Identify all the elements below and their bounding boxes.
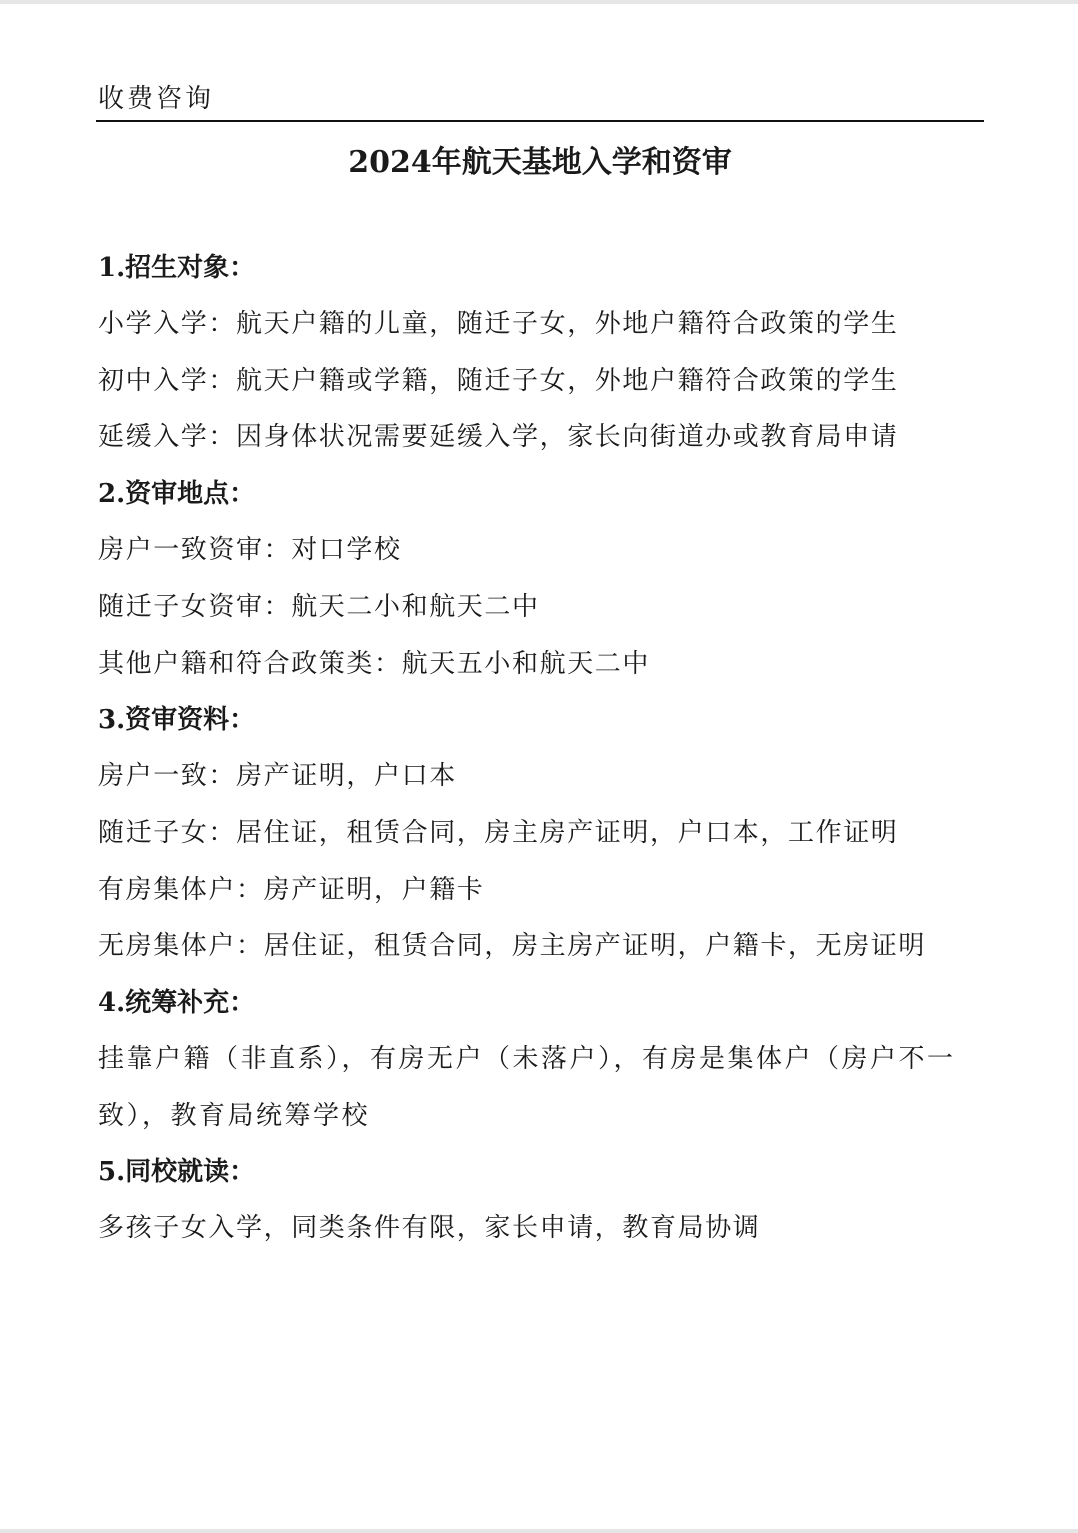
- section-same-school: [98, 1144, 984, 1257]
- body-line: 延缓入学：因身体状况需要延缓入学，家长向街道办或教育局申请: [98, 422, 899, 453]
- body-line: 小学入学：航天户籍的儿童，随迁子女，外地户籍符合政策的学生: [98, 309, 899, 339]
- body-line: 多孩子女入学，同类条件有限，家长申请，教育局协调: [98, 1213, 761, 1244]
- body-line: 初中入学：航天户籍或学籍，随迁子女，外地户籍符合政策的学生: [98, 365, 899, 396]
- section-heading: 5.同校就读：: [98, 1157, 256, 1188]
- section-heading: 4.统筹补充：: [98, 988, 256, 1019]
- section-heading: 1.招生对象：: [98, 253, 256, 283]
- body-line: 随迁子女资审：航天二小和航天二中: [98, 591, 540, 622]
- section-coordination-supplement: [98, 975, 984, 1144]
- page-bottom-edge: [0, 1529, 1078, 1533]
- section-heading: 2.资审地点：: [98, 479, 256, 510]
- body-line: 其他户籍和符合政策类：航天五小和航天二中: [98, 648, 651, 679]
- body-paragraph: 挂靠户籍（非直系），有房无户（未落户），有房是集体户（房户不一致），教育局统筹学校: [98, 1044, 956, 1131]
- page-header: [96, 82, 984, 122]
- body-line: 随迁子女：居住证，租赁合同，房主房产证明，户口本，工作证明: [98, 817, 899, 848]
- document-title: 2024年航天基地入学和资审: [348, 145, 732, 180]
- section-heading: 3.资审资料：: [98, 705, 256, 736]
- body-line: 房户一致：房产证明，户口本: [98, 761, 457, 792]
- page-top-edge: [0, 0, 1078, 4]
- body-line: 无房集体户：居住证，租赁合同，房主房产证明，户籍卡，无房证明: [98, 931, 927, 962]
- body-line: 有房集体户：房产证明，户籍卡: [98, 874, 485, 905]
- section-review-locations: [98, 466, 984, 692]
- document-body: [98, 240, 984, 1257]
- header-label: 收费咨询: [98, 84, 215, 114]
- section-review-materials: [98, 692, 984, 975]
- section-enrollment-targets: [98, 240, 984, 466]
- body-line: 房户一致资审：对口学校: [98, 535, 402, 566]
